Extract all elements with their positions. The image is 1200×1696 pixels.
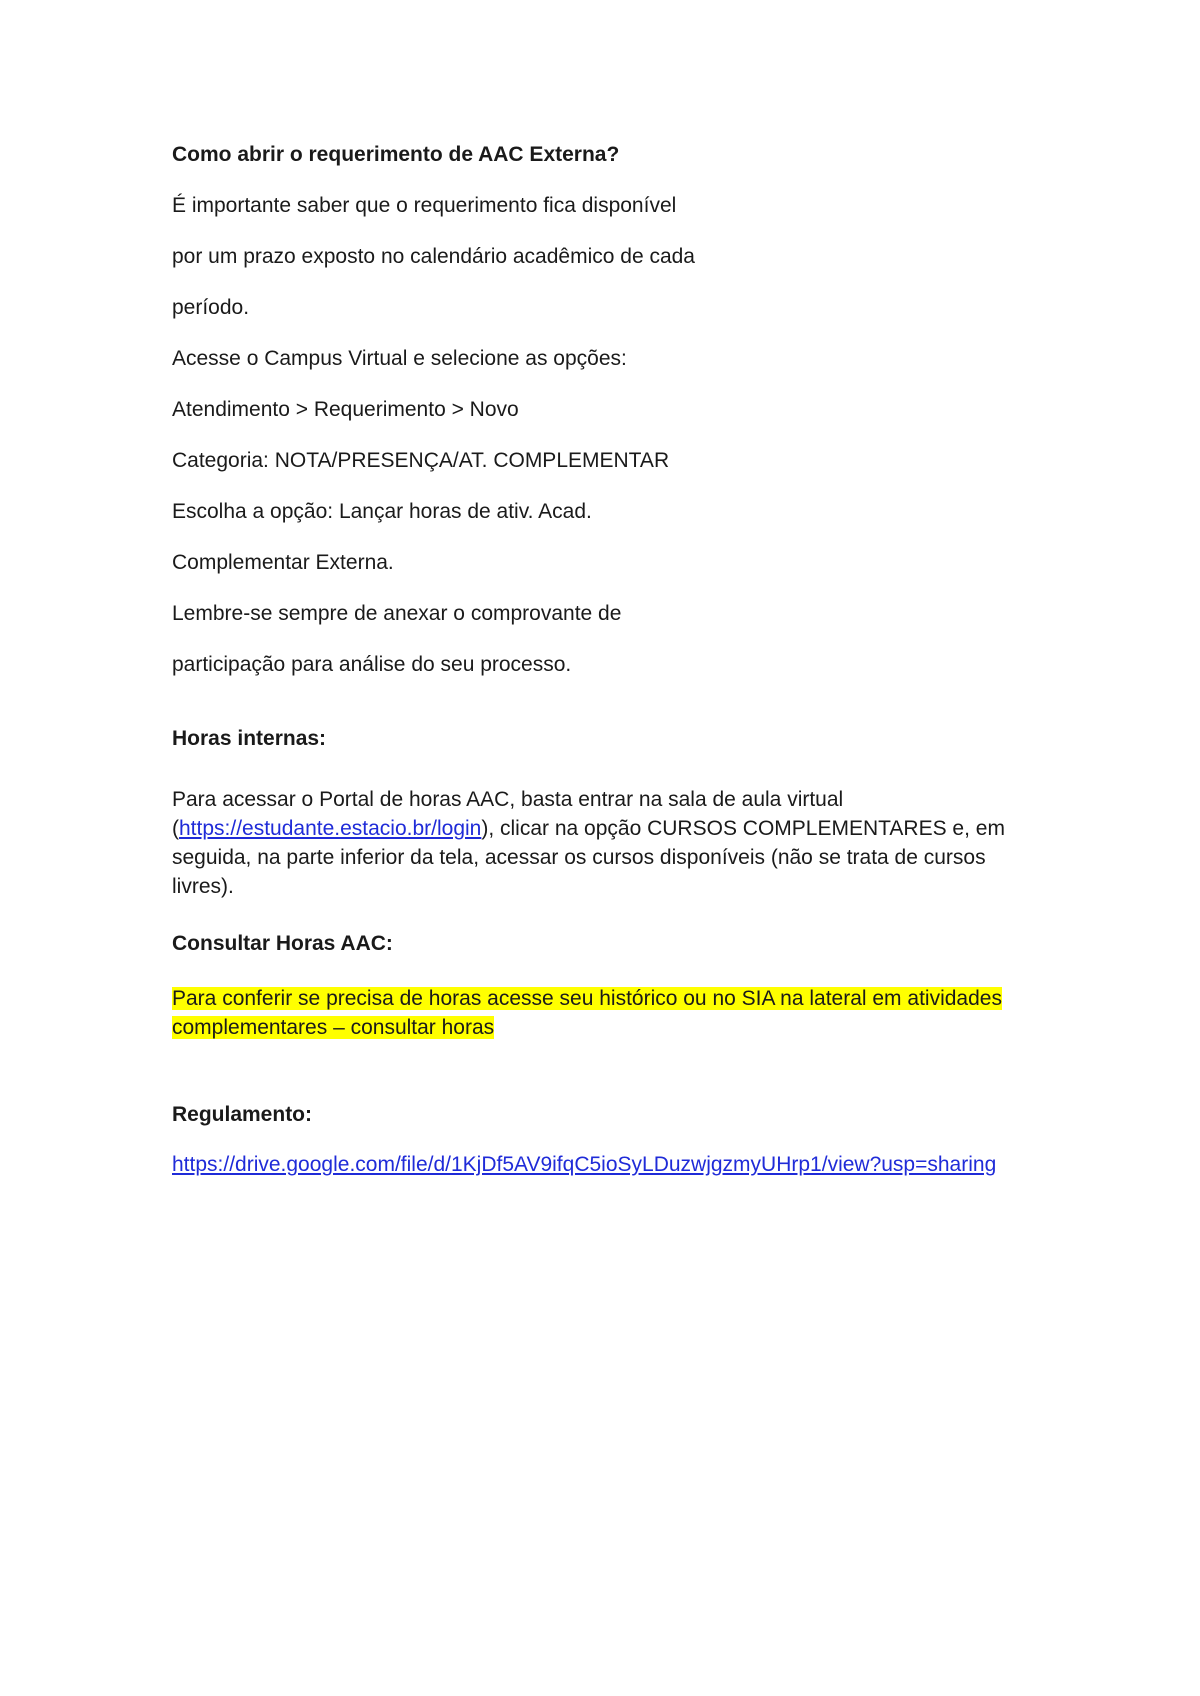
regulamento-heading: Regulamento: <box>172 1103 313 1126</box>
consultar-paragraph <box>172 984 1052 1042</box>
aac-externa-line-1: É importante saber que o requerimento fica disponível <box>172 194 677 217</box>
estudante-login-link[interactable]: https://estudante.estacio.br/login <box>179 817 482 840</box>
horas-internas-paragraph <box>172 785 1052 901</box>
horas-internas-text-before: Para acessar o Portal de horas AAC, basta entrar na sala de aula virtual ( <box>172 788 844 840</box>
consultar-heading: Consultar Horas AAC: <box>172 932 393 955</box>
aac-externa-line-3: período. <box>172 296 250 319</box>
aac-externa-heading: Como abrir o requerimento de AAC Externa? <box>172 143 620 166</box>
horas-internas-heading: Horas internas: <box>172 727 327 750</box>
aac-externa-line-2: por um prazo exposto no calendário acadêmico de cada <box>172 245 695 268</box>
aac-externa-line-8: Complementar Externa. <box>172 551 394 574</box>
aac-externa-line-6: Categoria: NOTA/PRESENÇA/AT. COMPLEMENTAR <box>172 449 670 472</box>
consultar-highlighted-text: Para conferir se precisa de horas acesse seu histórico ou no SIA na lateral em atividades complementares – consultar horas <box>172 987 1002 1039</box>
aac-externa-line-9: Lembre-se sempre de anexar o comprovante de <box>172 602 622 625</box>
regulamento-link[interactable]: https://drive.google.com/file/d/1KjDf5AV9ifqC5ioSyLDuzwjgzmyUHrp1/view?usp=sharing <box>172 1153 997 1176</box>
document-content <box>172 142 1052 1182</box>
aac-externa-line-5: Atendimento > Requerimento > Novo <box>172 398 519 421</box>
aac-externa-line-4: Acesse o Campus Virtual e selecione as opções: <box>172 347 627 370</box>
aac-externa-line-7: Escolha a opção: Lançar horas de ativ. Acad. <box>172 500 592 523</box>
aac-externa-line-10: participação para análise do seu processo. <box>172 653 572 676</box>
horas-internas-text-after: ), clicar na opção CURSOS COMPLEMENTARES e, em seguida, na parte inferior da tela, acessar os cursos disponíveis (não se trata de cursos livres). <box>172 817 1005 898</box>
